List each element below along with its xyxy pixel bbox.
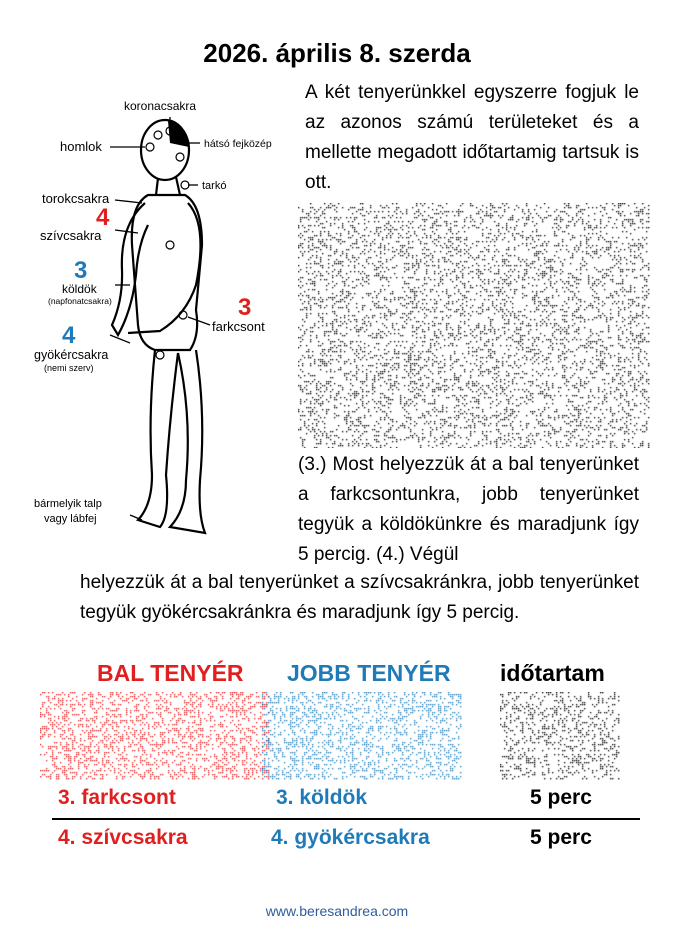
number-4-top: 4 bbox=[96, 204, 110, 231]
noise-region-mid-table bbox=[262, 692, 462, 780]
row1-left: 3. farkcsont bbox=[58, 786, 176, 809]
row2-mid: 4. gyökércsakra bbox=[271, 826, 430, 849]
label-vagy-labfej: vagy lábfej bbox=[44, 513, 97, 525]
figure-arm-2 bbox=[128, 203, 201, 333]
label-szivcsakra: szívcsakra bbox=[40, 228, 102, 243]
label-homlok: homlok bbox=[60, 139, 102, 154]
label-hatso-fejkozep: hátsó fejközép bbox=[204, 138, 272, 150]
label-barmelyik-talp: bármelyik talp bbox=[34, 498, 102, 510]
header-idotartam: időtartam bbox=[500, 660, 605, 686]
label-koronacsakra: koronacsakra bbox=[124, 99, 197, 113]
number-4-bottom: 4 bbox=[62, 322, 76, 349]
label-torokcsakra: torokcsakra bbox=[42, 191, 110, 206]
header-jobb-tenyer: JOBB TENYÉR bbox=[287, 660, 451, 686]
row2-left: 4. szívcsakra bbox=[58, 826, 188, 849]
label-gyokercsakra: gyökércsakra bbox=[34, 348, 109, 362]
label-nemi-szerv: (nemi szerv) bbox=[44, 363, 94, 373]
row1-right: 5 perc bbox=[530, 786, 592, 809]
label-napfonatcsakra: (napfonatcsakra) bbox=[48, 296, 112, 306]
table-divider bbox=[52, 818, 640, 820]
label-koldok: köldök bbox=[62, 282, 97, 296]
noise-region-right bbox=[298, 203, 650, 448]
footer-link[interactable]: www.beresandrea.com bbox=[265, 903, 409, 919]
instruction-paragraph-full: helyezzük át a bal tenyerünket a szívcsakránkra, jobb tenyerünket tegyük gyökércsakránkra és maradjunk így 5 percig. bbox=[80, 572, 639, 623]
figure-leg bbox=[138, 350, 178, 527]
header-bal-tenyer: BAL TENYÉR bbox=[97, 660, 244, 686]
label-tarko: tarkó bbox=[202, 180, 227, 192]
intro-paragraph: A két tenyerünkkel egyszerre fogjuk le az azonos számú területeket és a mellette megadott időtartamig tartsuk is ott. bbox=[305, 82, 639, 193]
noise-region-right-table bbox=[500, 692, 620, 780]
number-3-left: 3 bbox=[74, 257, 88, 284]
number-3-right: 3 bbox=[238, 294, 252, 321]
page-title: 2026. április 8. szerda bbox=[203, 38, 471, 68]
body-figure-illustration bbox=[20, 95, 320, 550]
row1-mid: 3. köldök bbox=[276, 786, 368, 809]
label-farkcsont: farkcsont bbox=[212, 319, 265, 334]
row2-right: 5 perc bbox=[530, 826, 592, 849]
figure-arm bbox=[112, 203, 148, 335]
noise-region-left-table bbox=[40, 692, 270, 780]
instruction-paragraph-right: (3.) Most helyezzük át a bal tenyerünket a farkcsontunkra, jobb tenyerünket tegyük a köldökünkre és maradjunk így 5 percig. (4.) Végül bbox=[298, 454, 639, 565]
